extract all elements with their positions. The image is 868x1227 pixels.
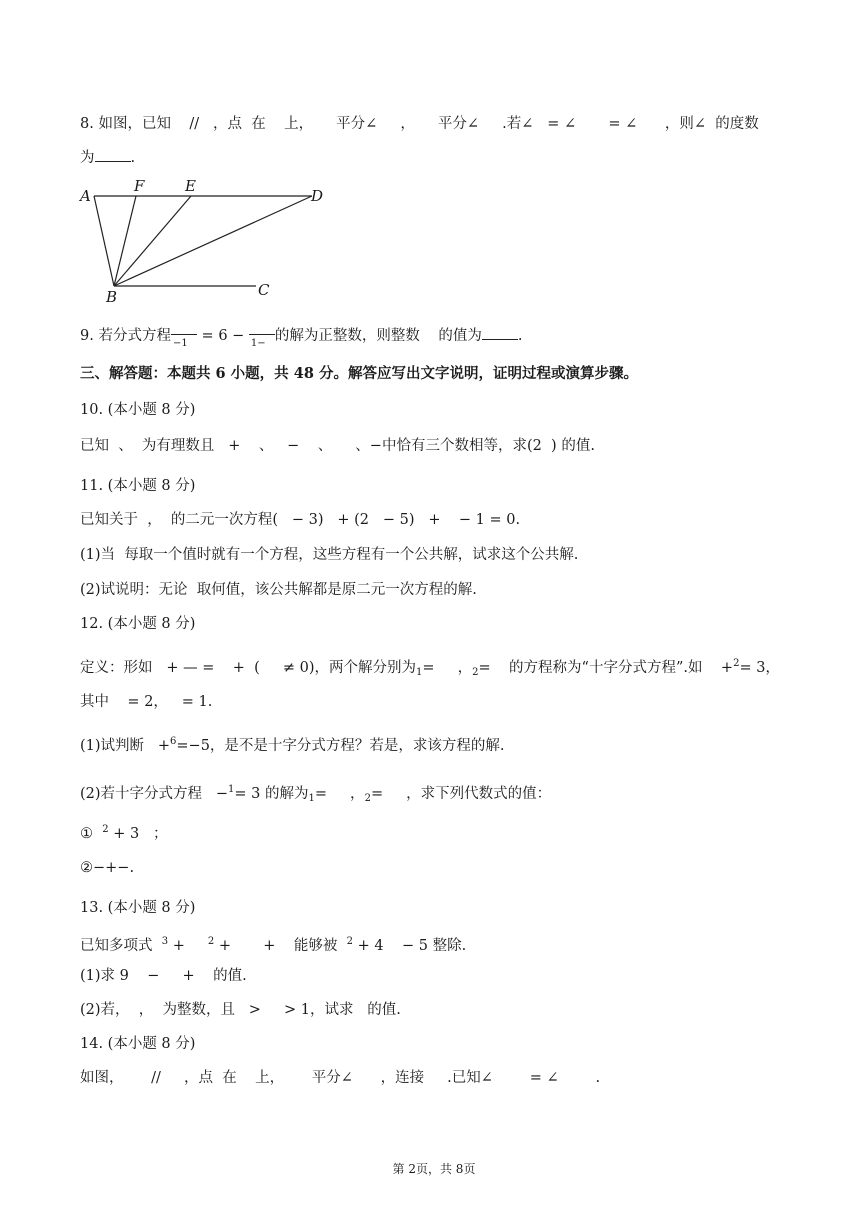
q13-body: 已知多项式 $^3$ + $^2$ + + 能够被 $^2$ + 4 − 5 整除. <box>80 936 467 954</box>
q8-prefix: 为 <box>80 150 95 166</box>
q12-item2: ②−+−. <box>80 860 135 876</box>
q14-heading: 14. (本小题 8 分) <box>80 1036 196 1052</box>
label-A: A <box>80 187 91 205</box>
q12-heading: 12. (本小题 8 分) <box>80 616 196 632</box>
q10-heading: 10. (本小题 8 分) <box>80 402 196 418</box>
q10-body: 已知 、 为有理数且 + 、 − 、 、−中恰有三个数相等，求(2 ) 的值. <box>80 438 595 454</box>
q11-body: 已知关于 ， 的二元一次方程( − 3) + (2 − 5) + − 1 = 0. <box>80 512 521 528</box>
section-3-heading: 三、解答题：本题共 6 小题，共 48 分。解答应写出文字说明，证明过程或演算步骤。 <box>80 365 638 382</box>
q9-fraction-2: 1− <box>249 323 275 349</box>
q11-part2: (2)试说明：无论 取何值，该公共解都是原二元一次方程的解. <box>80 582 477 598</box>
q8-text-line2: 为 . <box>80 147 135 168</box>
label-E: E <box>185 177 196 195</box>
q12-part2: (2)若十字分式方程 −$^1$= 3 的解为$_1$= ，$_2$= ，求下列代数式的值： <box>80 784 552 804</box>
line-BD <box>114 196 312 286</box>
label-C: C <box>258 281 270 299</box>
q14-body: 如图， // ，点 在 上， 平分∠ ，连接 .已知∠ = ∠ . <box>80 1070 601 1086</box>
q13-part2: (2)若， ， 为整数，且 > > 1，试求 的值. <box>80 1002 401 1018</box>
q12-definition: 定义：形如 + — = + ( ≠ 0)，两个解分别为$_1$= ，$_2$= 的方程称为“十字分式方程”.如 +$^2$= 3， <box>80 658 780 678</box>
q9-text: 9. 若分式方程 −1 = 6 − 1− 的解为正整数，则整数 的值为 . <box>80 323 522 349</box>
q13-part1: (1)求 9 − + 的值. <box>80 968 247 984</box>
q12-part1: (1)试判断 +$^6$=−5，是不是十字分式方程？若是，求该方程的解. <box>80 736 505 754</box>
q12-definition-line2: 其中 = 2， = 1. <box>80 694 213 710</box>
q13-heading: 13. (本小题 8 分) <box>80 900 196 916</box>
label-B: B <box>106 288 118 306</box>
q9-answer-blank <box>482 325 518 340</box>
q11-part1: (1)当 每取一个值时就有一个方程，这些方程有一个公共解，试求这个公共解. <box>80 547 579 563</box>
q8-text-line1: 8. 如图，已知 // ，点 在 上， 平分∠ ， 平分∠ .若∠ = ∠ = ∠ ，则∠ 的度数 <box>80 116 759 132</box>
label-D: D <box>311 187 324 205</box>
line-AB <box>94 196 114 286</box>
q11-heading: 11. (本小题 8 分) <box>80 478 196 494</box>
q12-item1: ① $^2$ + 3 ； <box>80 824 168 842</box>
page-footer: 第 2页，共 8页 <box>392 1162 476 1176</box>
q9-fraction-1: −1 <box>171 323 197 349</box>
label-F: F <box>134 177 145 195</box>
q8-answer-blank <box>95 147 131 162</box>
q8-geometry-figure <box>74 176 344 306</box>
